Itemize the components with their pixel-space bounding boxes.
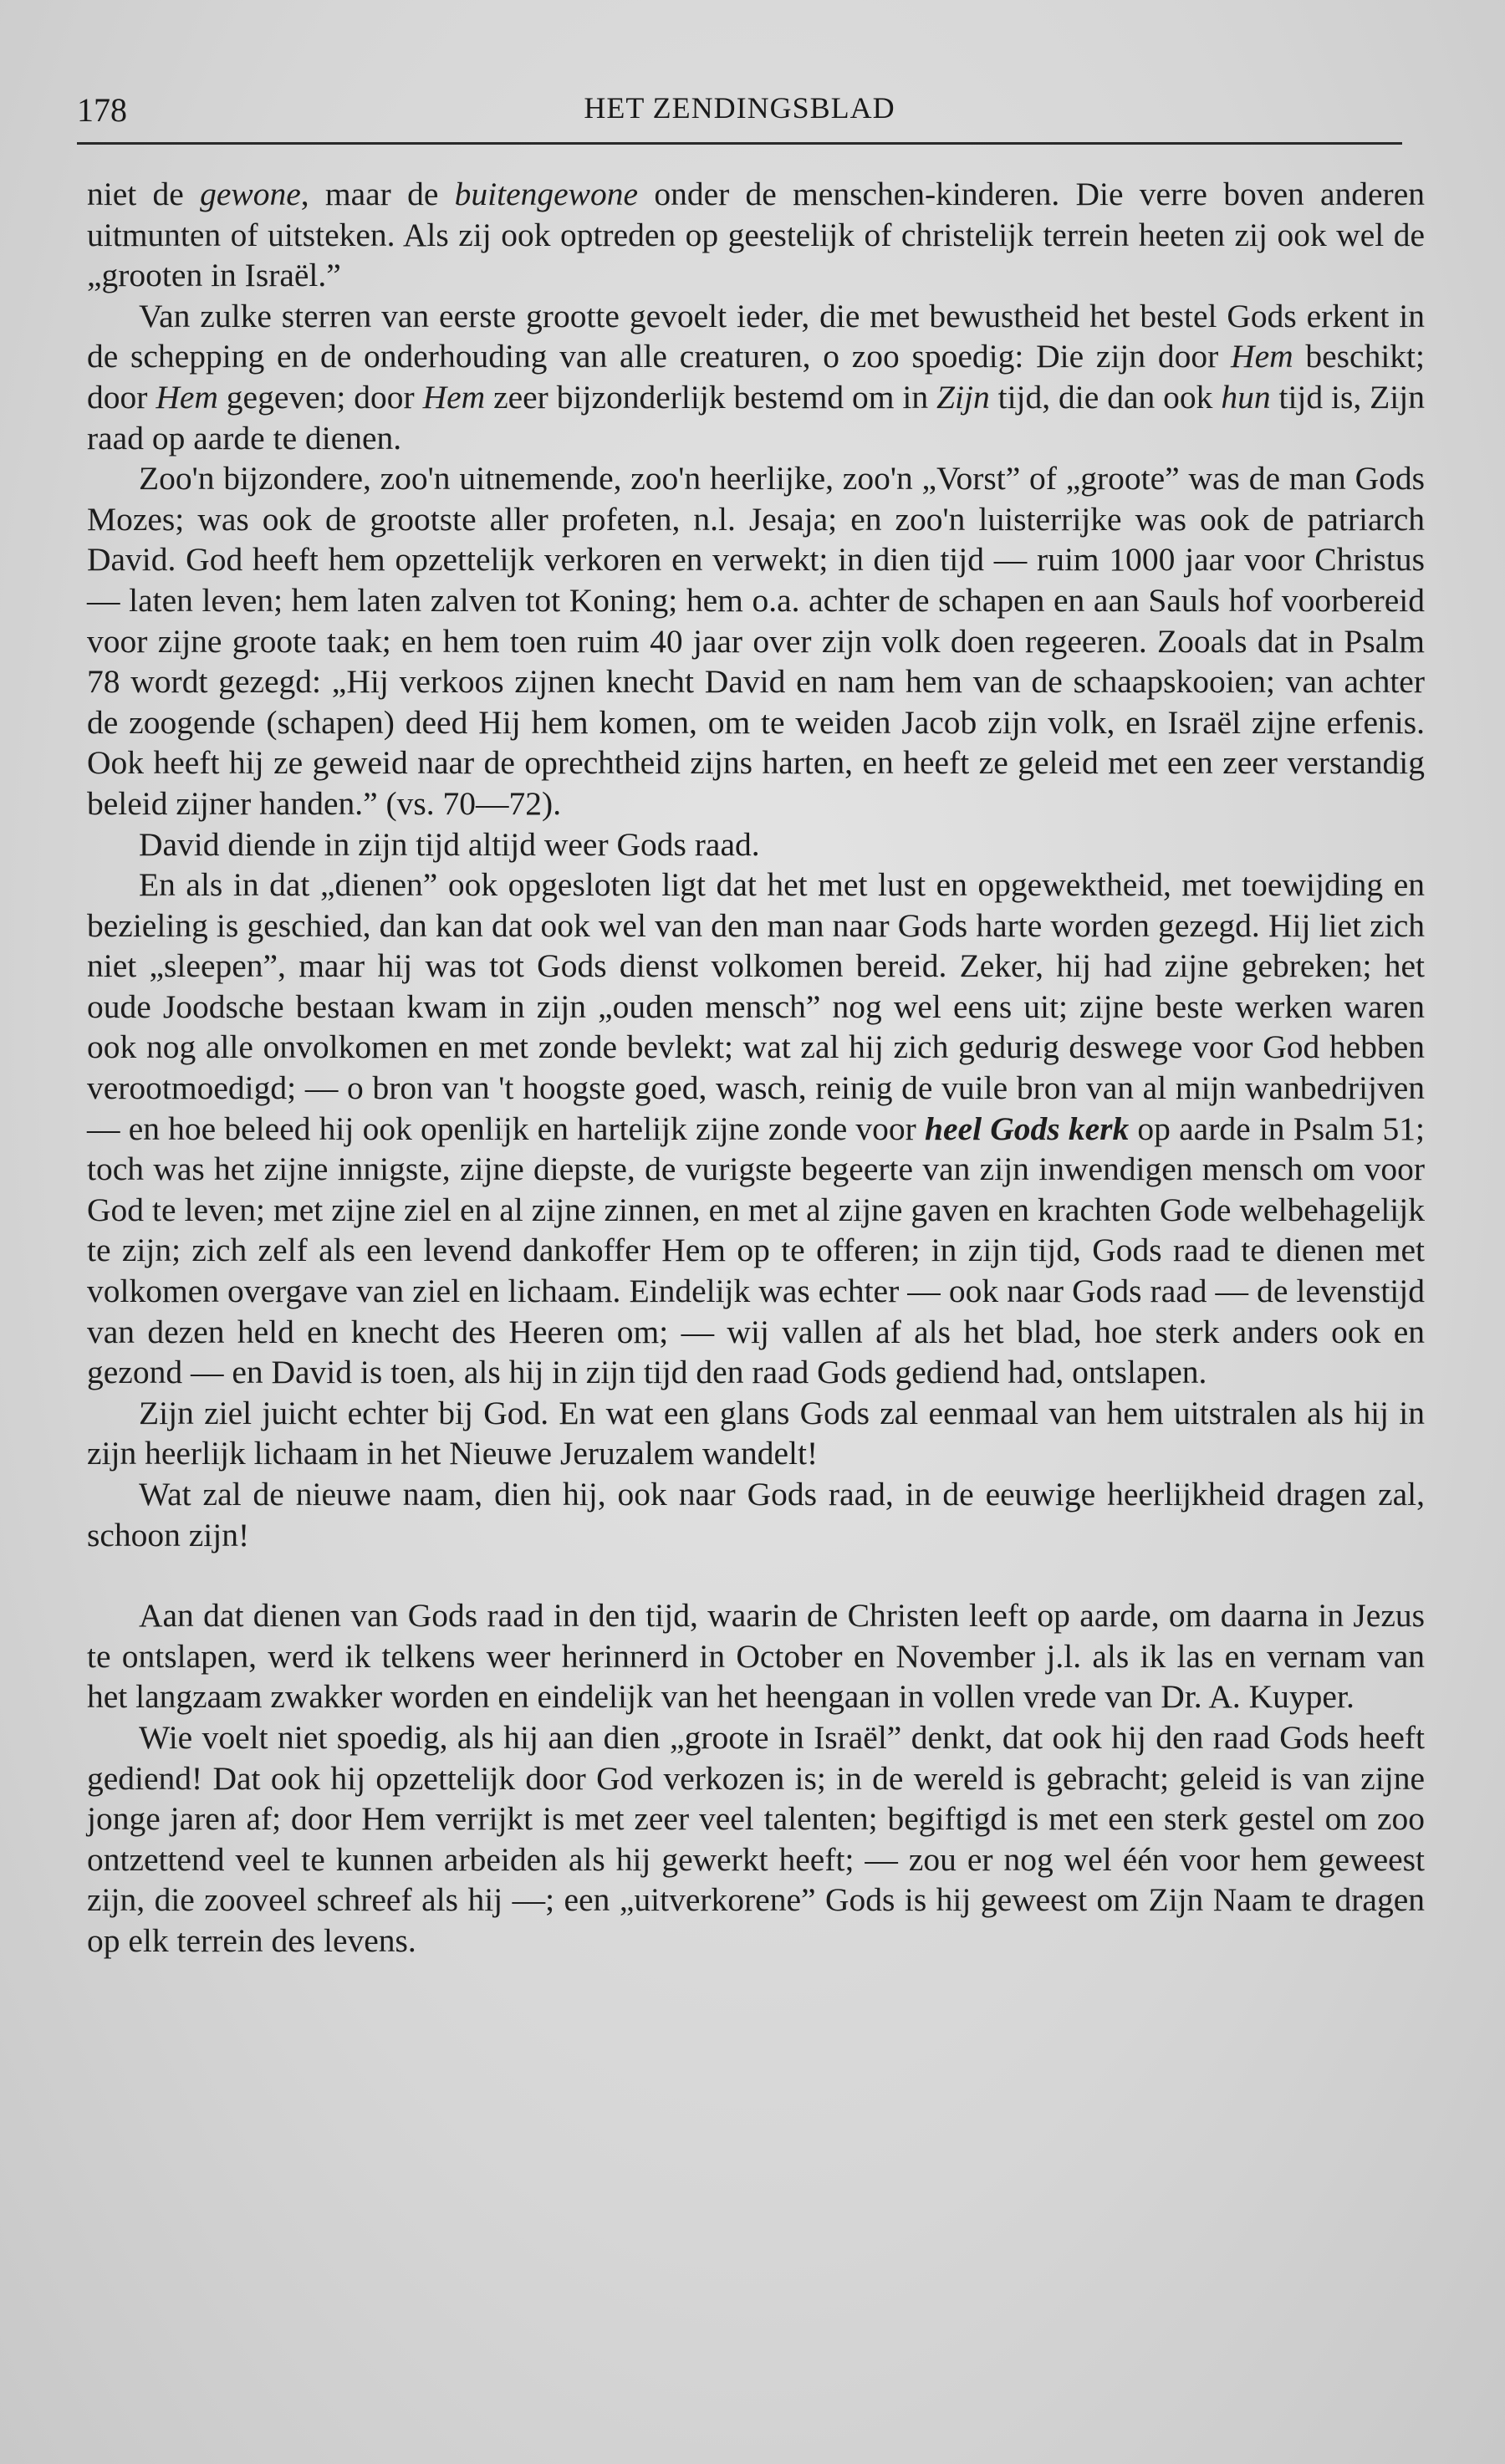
emphasis-text: Hem: [422, 378, 486, 416]
text-run: tijd is, Zijn raad op aarde te dienen.: [87, 378, 1425, 457]
emphasis-text: buitengewone: [454, 176, 639, 212]
text-run: tijd, die dan ook: [989, 378, 1222, 416]
emphasis-text: Zijn: [936, 378, 990, 416]
text-run: David diende in zijn tijd altijd weer Gods raad.: [139, 825, 760, 863]
paragraph: [87, 458, 1425, 824]
text-run: niet de: [87, 176, 201, 212]
text-run: gegeven; door: [217, 378, 423, 416]
emphasis-text: Hem: [156, 378, 218, 416]
emphasis-text: gewone: [200, 176, 301, 212]
text-run: beschikt; door: [87, 338, 1425, 416]
text-run: zeer bijzonderlijk bestemd om in: [485, 378, 937, 416]
header-rule: [77, 142, 1402, 145]
paragraph: [87, 1474, 1425, 1555]
text-run: Zijn ziel juicht echter bij God. En wat een glans Gods zal eenmaal van hem uitstralen als hij in zijn heerlijk lichaam in het Nieuwe Jeruzalem wandelt!: [87, 1394, 1425, 1472]
paragraph: [87, 865, 1425, 1393]
emphasis-text: heel Gods kerk: [925, 1110, 1130, 1147]
page-header: [77, 90, 1402, 149]
article-body: [87, 174, 1425, 1962]
emphasis-text: Hem: [1231, 338, 1293, 375]
paragraph: [87, 824, 1425, 865]
emphasis-text: hun: [1221, 378, 1271, 416]
page-number: 178: [77, 91, 127, 129]
paragraph: [87, 1717, 1425, 1962]
text-run: Wie voelt niet spoedig, als hij aan dien „groote in Israël” denkt, dat ook hij den raad Gods heeft gediend! Dat ook hij opzettelijk door God verkozen is; in de wereld is gebracht; geleid is van zijne jonge jaren af; door Hem verrijkt is met zeer veel talenten; begiftigd is met een sterk gestel om zoo ontzettend veel te kunnen arbeiden als hij gewerkt heeft; — zou er nog wel één voor hem geweest zijn, die zooveel schreef als hij —; een „uitverkorene” Gods is hij geweest om Zijn Naam te dragen op elk terrein des levens.: [87, 1718, 1425, 1959]
text-run: Zoo'n bijzondere, zoo'n uitnemende, zoo'n heerlijke, zoo'n „Vorst” of „groote” was de man Gods Mozes; was ook de grootste aller profeten, n.l. Jesaja; en zoo'n luisterrijke was ook de patriarch David. God heeft hem opzettelijk verkoren en verwekt; in dien tijd — ruim 1000 jaar voor Christus — laten leven; hem laten zalven tot Koning; hem o.a. achter de schapen en aan Sauls hof voorbereid voor zijne groote taak; en hem toen ruim 40 jaar over zijn volk doen regeeren. Zooals dat in Psalm 78 wordt gezegd: „Hij verkoos zijnen knecht David en nam hem van de schaapskooien; van achter de zoogende (schapen) deed Hij hem komen, om te weiden Jacob zijn volk, en Israël zijne erfenis. Ook heeft hij ze geweid naar de oprechtheid zijns harten, en heeft ze geleid met een zeer verstandig beleid zijner handen.” (vs. 70—72).: [87, 460, 1425, 822]
text-run: Van zulke sterren van eerste grootte gevoelt ieder, die met bewustheid het bestel Gods erkent in de schepping en de onderhouding van alle creaturen, o zoo spoedig: Die zijn door: [87, 297, 1425, 375]
running-head: HET ZENDINGSBLAD: [584, 91, 895, 125]
text-run: op aarde in Psalm 51; toch was het zijne innigste, zijne diepste, de vurigste begeerte van zijn inwendigen mensch om voor God te leven; met zijne ziel en al zijne zinnen, en met al zijne gaven en krachten Gode welbehagelijk te zijn; zich zelf als een levend dankoffer Hem op te offeren; in zijn tijd, Gods raad te dienen met volkomen overgave van ziel en lichaam. Eindelijk was echter — ook naar Gods raad — de levenstijd van dezen held en knecht des Heeren om; — wij vallen af als het blad, hoe sterk anders ook en gezond — en David is toen, als hij in zijn tijd den raad Gods gediend had, ontslapen.: [87, 1110, 1425, 1391]
paragraph: [87, 1595, 1425, 1717]
section-break: [87, 1555, 1425, 1595]
text-run: onder de menschen-kinderen. Die verre boven anderen uitmunten of uitsteken. Als zij ook optreden op geestelijk of christelijk terrein heeten zij ook wel de „grooten in Israël.”: [87, 176, 1425, 294]
paragraph: [87, 1393, 1425, 1474]
paragraph: [87, 174, 1425, 296]
text-run: Wat zal de nieuwe naam, dien hij, ook naar Gods raad, in de eeuwige heerlijkheid dragen zal, schoon zijn!: [87, 1476, 1425, 1553]
paragraph: [87, 296, 1425, 458]
text-run: En als in dat „dienen” ook opgesloten ligt dat het met lust en opgewektheid, met toewijding en bezieling is geschied, dan kan dat ook wel van den man naar Gods harte worden gezegd. Hij liet zich niet „sleepen”, maar hij was tot Gods dienst volkomen bereid. Zeker, hij had zijne gebreken; het oude Joodsche bestaan kwam in zijn „ouden mensch” nog wel eens uit; zijne beste werken waren ook nog alle onvolkomen en met zonde bevlekt; wat zal hij zich gedurig deswege voor God hebben verootmoedigd; — o bron van 't hoogste goed, wasch, reinig de vuile bron van al mijn wanbedrijven — en hoe beleed hij ook openlijk en hartelijk zijne zonde voor: [87, 866, 1425, 1147]
text-run: , maar de: [300, 176, 455, 212]
text-run: Aan dat dienen van Gods raad in den tijd, waarin de Christen leeft op aarde, om daarna in Jezus te ontslapen, werd ik telkens weer herinnerd in October en November j.l. als ik las en vernam van het langzaam zwakker worden en eindelijk van het heengaan in vollen vrede van Dr. A. Kuyper.: [87, 1597, 1425, 1716]
